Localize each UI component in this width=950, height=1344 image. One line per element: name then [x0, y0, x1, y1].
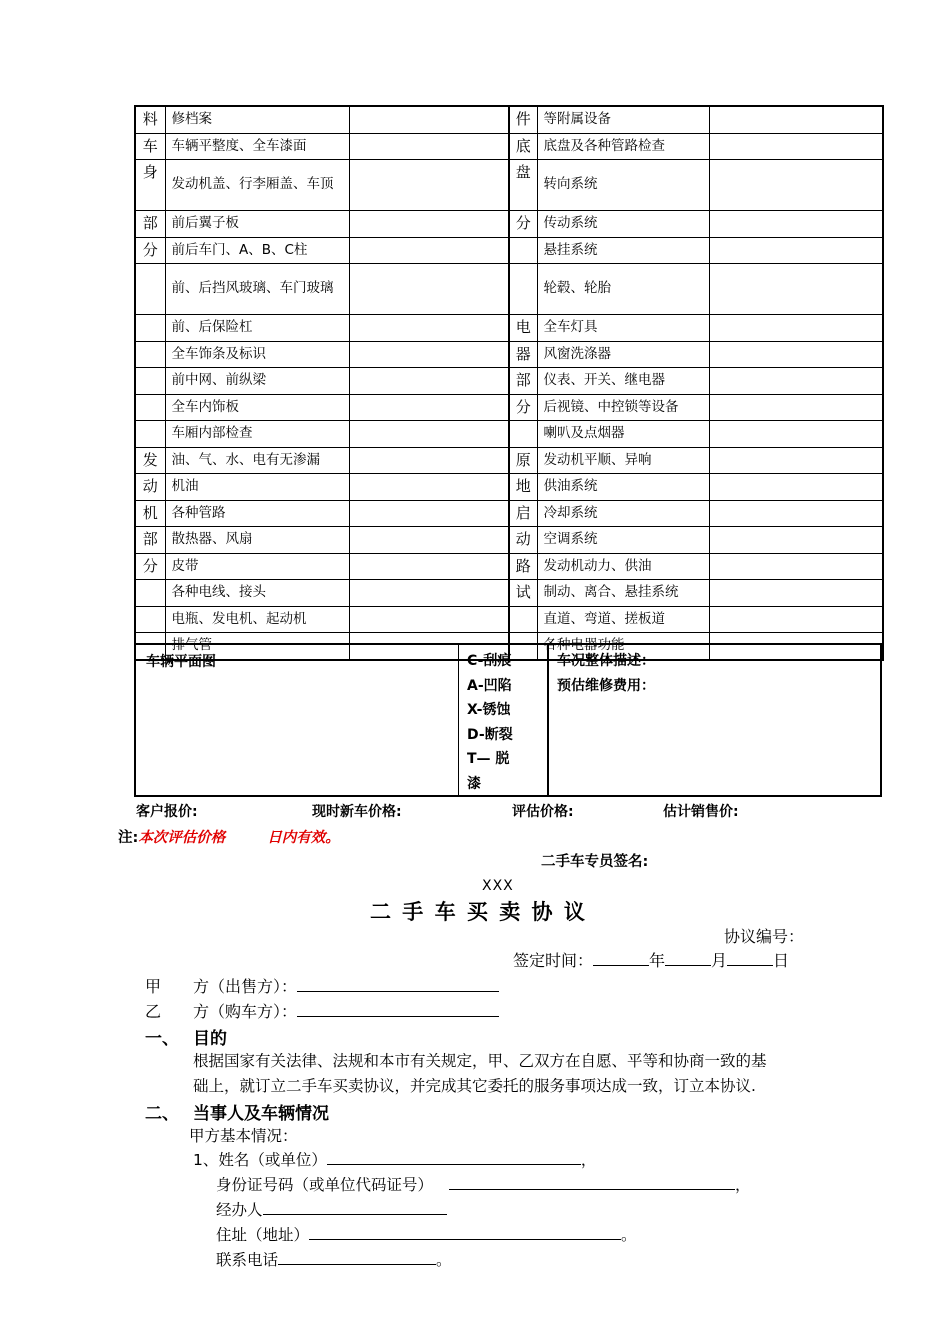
right-item-cell: 发动机平顺、异响 [537, 447, 709, 474]
day-label: 日 [773, 951, 790, 970]
right-item-cell: 底盘及各种管路检查 [537, 133, 709, 160]
party-b-line [145, 999, 499, 1022]
agreement-title: 二 手 车 买 卖 协 议 [370, 900, 587, 924]
validity-note [118, 826, 340, 847]
left-category-cell [135, 341, 165, 368]
left-item-cell: 各种管路 [165, 500, 349, 527]
sale-price-label: 估计销售价: [663, 804, 739, 820]
left-category-cell [135, 394, 165, 421]
name-comma: ， [580, 1151, 597, 1169]
right-result-cell[interactable] [709, 237, 883, 264]
table-row [135, 160, 883, 211]
month-blank[interactable] [665, 949, 711, 966]
left-result-cell[interactable] [349, 474, 509, 501]
left-category-cell [135, 315, 165, 342]
month-label: 月 [711, 951, 728, 970]
right-category-cell [509, 237, 537, 264]
right-result-cell[interactable] [709, 264, 883, 315]
legend-item: D-断裂 [467, 726, 513, 743]
party-b-label: 乙 方（购车方）： [145, 1002, 298, 1021]
party-a-info-label: 甲方基本情况： [189, 1127, 298, 1145]
phone-label: 联系电话 [216, 1251, 279, 1269]
left-item-cell: 车厢内部检查 [165, 421, 349, 448]
right-item-cell: 各种电器功能 [537, 633, 709, 660]
party-a-line [145, 974, 499, 997]
left-item-cell: 发动机盖、行李厢盖、车顶 [165, 160, 349, 211]
party-a-label: 甲 方（出售方）： [145, 977, 298, 996]
left-item-cell: 机油 [165, 474, 349, 501]
section-2-title: 当事人及车辆情况 [193, 1104, 329, 1124]
table-row [135, 606, 883, 633]
left-item-cell: 皮带 [165, 553, 349, 580]
agreement-number-label: 协议编号： [724, 927, 805, 946]
right-item-cell: 风窗洗涤器 [537, 341, 709, 368]
specialist-signature-label: 二手车专员签名: [541, 854, 649, 870]
id-label: 身份证号码（或单位代码证号） [216, 1176, 434, 1194]
left-category-cell [135, 368, 165, 395]
table-row [135, 553, 883, 580]
section-1-text-line2: 础上，就订立二手车买卖协议，并完成其它委托的服务事项达成一致，订立本协议. [193, 1077, 756, 1095]
day-blank[interactable] [727, 949, 773, 966]
left-item-cell: 前后翼子板 [165, 211, 349, 238]
left-category-cell [135, 580, 165, 607]
name-blank[interactable] [327, 1148, 581, 1165]
left-item-cell: 修档案 [165, 106, 349, 133]
address-period: 。 [621, 1226, 637, 1244]
note-prefix: 注: [118, 830, 139, 846]
condition-desc-label: 车况整体描述： [557, 653, 655, 669]
table-row [135, 527, 883, 554]
right-result-cell[interactable] [709, 421, 883, 448]
address-label: 住址（地址） [216, 1226, 310, 1244]
phone-period: 。 [436, 1251, 452, 1269]
note-part2: 日内有效。 [267, 830, 340, 846]
left-result-cell[interactable] [349, 211, 509, 238]
right-category-cell: 盘 [509, 160, 537, 211]
left-category-cell: 身 [135, 160, 165, 211]
condition-description [549, 645, 880, 795]
table-row [135, 474, 883, 501]
company-placeholder: XXX [482, 878, 514, 894]
inspection-table [134, 105, 884, 661]
right-result-cell[interactable] [709, 527, 883, 554]
right-category-cell [509, 264, 537, 315]
left-item-cell: 电瓶、发电机、起动机 [165, 606, 349, 633]
customer-quote-label: 客户报价: [136, 804, 198, 820]
left-category-cell: 动 [135, 474, 165, 501]
year-blank[interactable] [593, 949, 649, 966]
left-item-cell: 前后车门、A、B、C柱 [165, 237, 349, 264]
left-item-cell: 排气管 [165, 633, 349, 660]
table-row [135, 237, 883, 264]
right-item-cell: 供油系统 [537, 474, 709, 501]
right-result-cell[interactable] [709, 447, 883, 474]
right-item-cell: 转向系统 [537, 160, 709, 211]
vehicle-plan-section [134, 643, 882, 797]
left-result-cell[interactable] [349, 580, 509, 607]
right-category-cell: 试 [509, 580, 537, 607]
left-item-cell: 前、后挡风玻璃、车门玻璃 [165, 264, 349, 315]
legend-item: A-凹陷 [467, 677, 512, 694]
id-line [216, 1173, 751, 1195]
left-category-cell: 分 [135, 553, 165, 580]
left-result-cell[interactable] [349, 368, 509, 395]
phone-line [216, 1248, 452, 1270]
right-result-cell[interactable] [709, 553, 883, 580]
table-row [135, 341, 883, 368]
left-result-cell[interactable] [349, 527, 509, 554]
note-part1: 本次评估价格 [138, 830, 226, 846]
address-line [216, 1223, 637, 1245]
left-item-cell: 全车饰条及标识 [165, 341, 349, 368]
table-row [135, 264, 883, 315]
agent-label: 经办人 [216, 1201, 263, 1219]
left-result-cell[interactable] [349, 553, 509, 580]
right-result-cell[interactable] [709, 500, 883, 527]
right-result-cell[interactable] [709, 211, 883, 238]
right-result-cell[interactable] [709, 106, 883, 133]
sign-date-label: 签定时间： [513, 951, 594, 970]
right-item-cell: 传动系统 [537, 211, 709, 238]
left-item-cell: 散热器、风扇 [165, 527, 349, 554]
right-result-cell[interactable] [709, 341, 883, 368]
repair-cost-label: 预估维修费用： [557, 678, 655, 694]
section-1-number: 一、 [145, 1029, 179, 1049]
right-category-cell: 器 [509, 341, 537, 368]
left-result-cell[interactable] [349, 160, 509, 211]
table-row [135, 368, 883, 395]
right-result-cell[interactable] [709, 606, 883, 633]
right-category-cell: 路 [509, 553, 537, 580]
name-line [193, 1148, 596, 1170]
table-row [135, 211, 883, 238]
left-category-cell: 车 [135, 133, 165, 160]
left-category-cell: 分 [135, 237, 165, 264]
table-row [135, 133, 883, 160]
table-row [135, 580, 883, 607]
id-comma: ， [735, 1176, 751, 1194]
right-result-cell[interactable] [709, 580, 883, 607]
right-category-cell: 原 [509, 447, 537, 474]
phone-blank[interactable] [278, 1248, 436, 1265]
table-row [135, 315, 883, 342]
left-result-cell[interactable] [349, 106, 509, 133]
right-result-cell[interactable] [709, 315, 883, 342]
new-car-price-label: 现时新车价格: [312, 804, 402, 820]
year-label: 年 [649, 951, 666, 970]
table-row [135, 421, 883, 448]
left-result-cell[interactable] [349, 447, 509, 474]
right-result-cell[interactable] [709, 368, 883, 395]
left-result-cell[interactable] [349, 500, 509, 527]
right-item-cell: 冷却系统 [537, 500, 709, 527]
right-category-cell: 底 [509, 133, 537, 160]
legend-item: X-锈蚀 [467, 702, 511, 718]
right-category-cell: 地 [509, 474, 537, 501]
right-category-cell [509, 421, 537, 448]
right-item-cell: 发动机动力、供油 [537, 553, 709, 580]
table-row [135, 106, 883, 133]
name-label: 1、姓名（或单位） [193, 1151, 327, 1169]
right-category-cell: 件 [509, 106, 537, 133]
agent-blank[interactable] [263, 1198, 447, 1215]
legend-item: 漆 [467, 775, 481, 792]
left-item-cell: 油、气、水、电有无渗漏 [165, 447, 349, 474]
left-item-cell: 各种电线、接头 [165, 580, 349, 607]
right-category-cell: 动 [509, 527, 537, 554]
right-result-cell[interactable] [709, 160, 883, 211]
legend-item: T— 脱 [467, 751, 510, 767]
section-1-text-line1: 根据国家有关法律、法规和本市有关规定，甲、乙双方在自愿、平等和协商一致的基 [193, 1052, 767, 1070]
right-result-cell[interactable] [709, 394, 883, 421]
eval-price-label: 评估价格: [512, 804, 574, 820]
table-row [135, 447, 883, 474]
left-item-cell: 前、后保险杠 [165, 315, 349, 342]
left-result-cell[interactable] [349, 315, 509, 342]
right-result-cell[interactable] [709, 133, 883, 160]
right-category-cell: 部 [509, 368, 537, 395]
table-row [135, 394, 883, 421]
right-item-cell: 直道、弯道、搓板道 [537, 606, 709, 633]
right-item-cell: 等附属设备 [537, 106, 709, 133]
right-category-cell [509, 606, 537, 633]
left-result-cell[interactable] [349, 341, 509, 368]
damage-legend [459, 645, 549, 795]
right-category-cell: 电 [509, 315, 537, 342]
left-category-cell: 机 [135, 500, 165, 527]
left-category-cell [135, 421, 165, 448]
left-result-cell[interactable] [349, 394, 509, 421]
right-category-cell: 分 [509, 394, 537, 421]
left-category-cell: 部 [135, 211, 165, 238]
left-result-cell[interactable] [349, 421, 509, 448]
section-1-title: 目的 [193, 1029, 227, 1049]
right-item-cell: 轮毂、轮胎 [537, 264, 709, 315]
right-item-cell: 仪表、开关、继电器 [537, 368, 709, 395]
right-category-cell: 分 [509, 211, 537, 238]
right-item-cell: 空调系统 [537, 527, 709, 554]
left-result-cell[interactable] [349, 237, 509, 264]
right-result-cell[interactable] [709, 474, 883, 501]
right-item-cell: 制动、离合、悬挂系统 [537, 580, 709, 607]
table-row [135, 500, 883, 527]
right-item-cell: 全车灯具 [537, 315, 709, 342]
address-blank[interactable] [309, 1223, 621, 1240]
left-item-cell: 前中网、前纵梁 [165, 368, 349, 395]
left-item-cell: 车辆平整度、全车漆面 [165, 133, 349, 160]
section-2-number: 二、 [145, 1104, 179, 1124]
party-a-blank[interactable] [297, 975, 499, 992]
party-b-blank[interactable] [297, 1000, 499, 1017]
left-category-cell: 料 [135, 106, 165, 133]
right-category-cell: 启 [509, 500, 537, 527]
left-category-cell: 部 [135, 527, 165, 554]
right-item-cell: 悬挂系统 [537, 237, 709, 264]
id-blank[interactable] [449, 1173, 735, 1190]
left-category-cell: 发 [135, 447, 165, 474]
left-category-cell [135, 606, 165, 633]
vehicle-plan-label: 车辆平面图 [136, 645, 459, 795]
agent-line [216, 1198, 447, 1220]
sign-date-line [513, 948, 789, 971]
legend-item: C-刮痕 [467, 653, 512, 669]
right-item-cell: 喇叭及点烟器 [537, 421, 709, 448]
left-result-cell[interactable] [349, 133, 509, 160]
left-category-cell [135, 264, 165, 315]
right-item-cell: 后视镜、中控锁等设备 [537, 394, 709, 421]
left-result-cell[interactable] [349, 606, 509, 633]
left-result-cell[interactable] [349, 264, 509, 315]
left-item-cell: 全车内饰板 [165, 394, 349, 421]
